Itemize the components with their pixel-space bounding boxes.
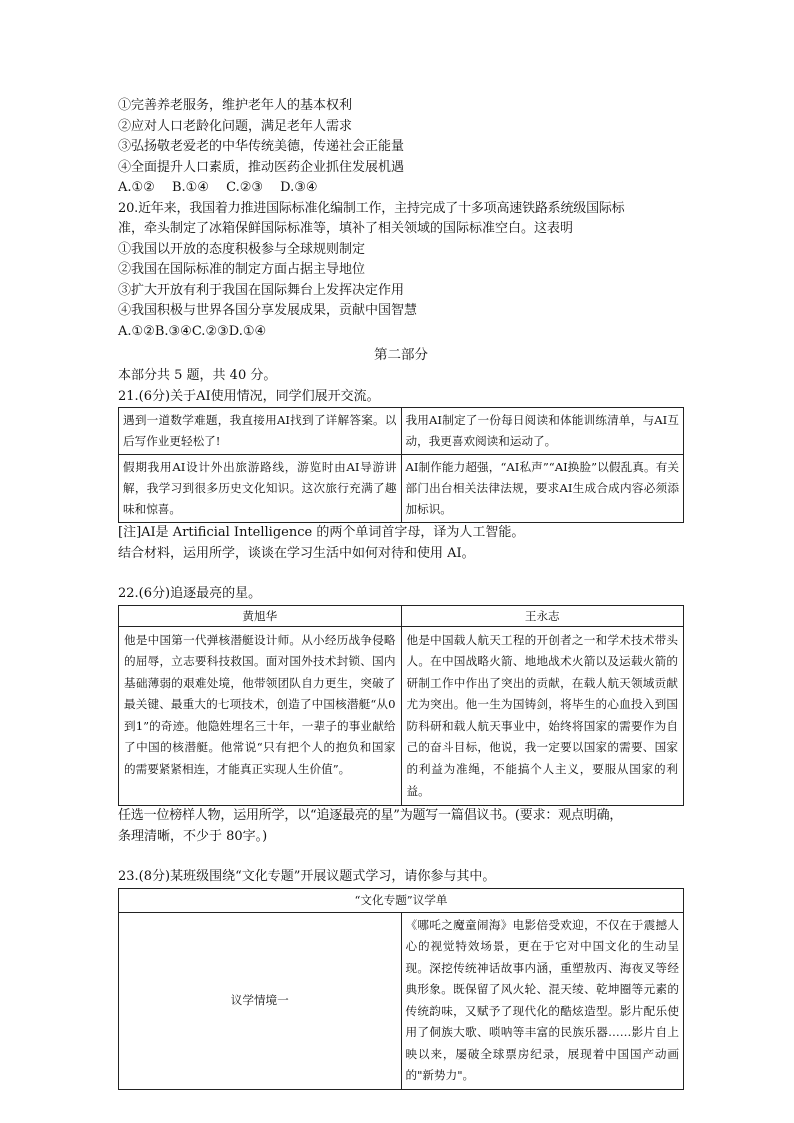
q22-task-line-1: 任选一位榜样人物，运用所学，以“追逐最亮的星”为题写一篇倡议书。(要求：观点明确， xyxy=(118,808,623,824)
q22-task-line-2: 条理清晰，不少于 80字。) xyxy=(118,828,268,844)
q22-cell: 他是中国第一代弹核潜艇设计师。从小经历战争侵略的屈辱，立志要科技救国。面对国外技术封锁、国内基础薄弱的艰难处境，他带领团队自力更生，突破了最关键、最重大的七项技术，创造了中国核潜艇“从0到1”的奇迹。他隐姓埋名三十年，一辈子的事业献给了中国的核潜艇。他常说“只有把个人的抱负和国家的需要紧紧相连，才能真正实现人生价值”。 xyxy=(119,626,402,806)
q22-table xyxy=(118,605,684,807)
q22-stem: 22.(6分)追逐最亮的星。 xyxy=(118,586,262,601)
part2-intro: 本部分共 5 题，共 40 分。 xyxy=(118,368,277,383)
q20-stem-line-2: 准，牵头制定了冰箱保鲜国际标准等，填补了相关领域的国际标准空白。这表明 xyxy=(118,221,574,236)
q23-table xyxy=(118,888,684,1090)
spacer xyxy=(118,564,684,584)
table-row xyxy=(119,408,684,455)
table-header-row xyxy=(119,605,684,626)
q19-choices: A.①② B.①④ C.②③ D.③④ xyxy=(118,180,318,195)
q21-table xyxy=(118,407,684,523)
q21-cell: 假期我用AI设计外出旅游路线，游览时由AI导游讲解，我学习到很多历史文化知识。这次旅行充满了趣味和惊喜。 xyxy=(119,455,402,523)
q22-cell: 他是中国载人航天工程的开创者之一和学术技术带头人。在中国战略火箭、地地战术火箭以及运载火箭的研制工作中作出了突出的贡献，在载人航天领域贡献尤为突出。他一生为国铸剑，将毕生的心血投入到国防科研和载人航天事业中，始终将国家的需要作为自己的奋斗目标，他说，我一定要以国家的需要、国家的利益为准绳，不能搞个人主义，要服从国家的利益。 xyxy=(401,626,684,806)
q23-content: 《哪吒之魔童闹海》电影倍受欢迎，不仅在于震撼人心的视觉特效场景，更在于它对中国文化的生动呈现。深挖传统神话故事内涵，重塑敖丙、海夜叉等经典形象。既保留了风火轮、混天绫、乾坤圈等元素的传统韵味，又赋予了现代化的酷炫造型。影片配乐使用了侗族大歌、唢呐等丰富的民族乐器……影片自上映以来，屡破全球票房纪录，展现着中国国产动画的"新势力"。 xyxy=(401,912,684,1089)
table-row xyxy=(119,912,684,1089)
q21-note: [注]AI是 Artificial Intelligence 的两个单词首字母，译为人工智能。 xyxy=(118,525,525,540)
table-row xyxy=(119,626,684,806)
q21-task: 结合材料，运用所学，谈谈在学习生活中如何对待和使用 AI。 xyxy=(118,545,475,561)
q20-option-2: ②我国在国际标准的制定方面占据主导地位 xyxy=(118,262,366,277)
q19-option-2: ②应对人口老龄化问题，满足老年人需求 xyxy=(118,118,353,134)
q22-header: 王永志 xyxy=(401,605,684,626)
table-header-row xyxy=(119,888,684,912)
q21-cell: 遇到一道数学难题，我直接用AI找到了详解答案。以后写作业更轻松了! xyxy=(119,408,402,455)
q19-option-3: ③弘扬敬老爱老的中华传统美德，传递社会正能量 xyxy=(118,139,405,154)
q20-stem-line-1: 20.近年来，我国着力推进国际标准化编制工作，主持完成了十多项高速铁路系统级国际标 xyxy=(118,200,625,216)
q19-option-4: ④全面提升人口素质，推动医药企业抓住发展机遇 xyxy=(118,159,405,175)
q23-sheet-title: “文化专题”议学单 xyxy=(119,888,684,912)
q23-stem: 23.(8分)某班级围绕“文化专题”开展议题式学习，请你参与其中。 xyxy=(118,869,496,885)
table-row xyxy=(119,455,684,523)
q21-stem: 21.(6分)关于AI使用情况，同学们展开交流。 xyxy=(118,388,380,404)
q20-choices: A.①②B.③④C.②③D.①④ xyxy=(118,323,267,339)
part2-title: 第二部分 xyxy=(374,347,428,363)
q20-option-4: ④我国积极与世界各国分享发展成果，贡献中国智慧 xyxy=(118,303,418,318)
q22-header: 黄旭华 xyxy=(119,605,402,626)
exam-page xyxy=(118,96,684,1090)
q20-option-1: ①我国以开放的态度积极参与全球规则制定 xyxy=(118,241,366,257)
spacer xyxy=(118,847,684,867)
q21-cell: 我用AI制定了一份每日阅读和体能训练清单，与AI互动，我更喜欢阅读和运动了。 xyxy=(401,408,684,455)
q20-option-3: ③扩大开放有利于我国在国际舞台上发挥决定作用 xyxy=(118,282,405,298)
q23-label: 议学情境一 xyxy=(119,912,402,1089)
q19-option-1: ①完善养老服务，维护老年人的基本权利 xyxy=(118,98,353,113)
q21-cell: AI制作能力超强，“AI私声”“AI换脸”以假乱真。有关部门出台相关法律法规，要求AI生成合成内容必须添加标识。 xyxy=(401,455,684,523)
